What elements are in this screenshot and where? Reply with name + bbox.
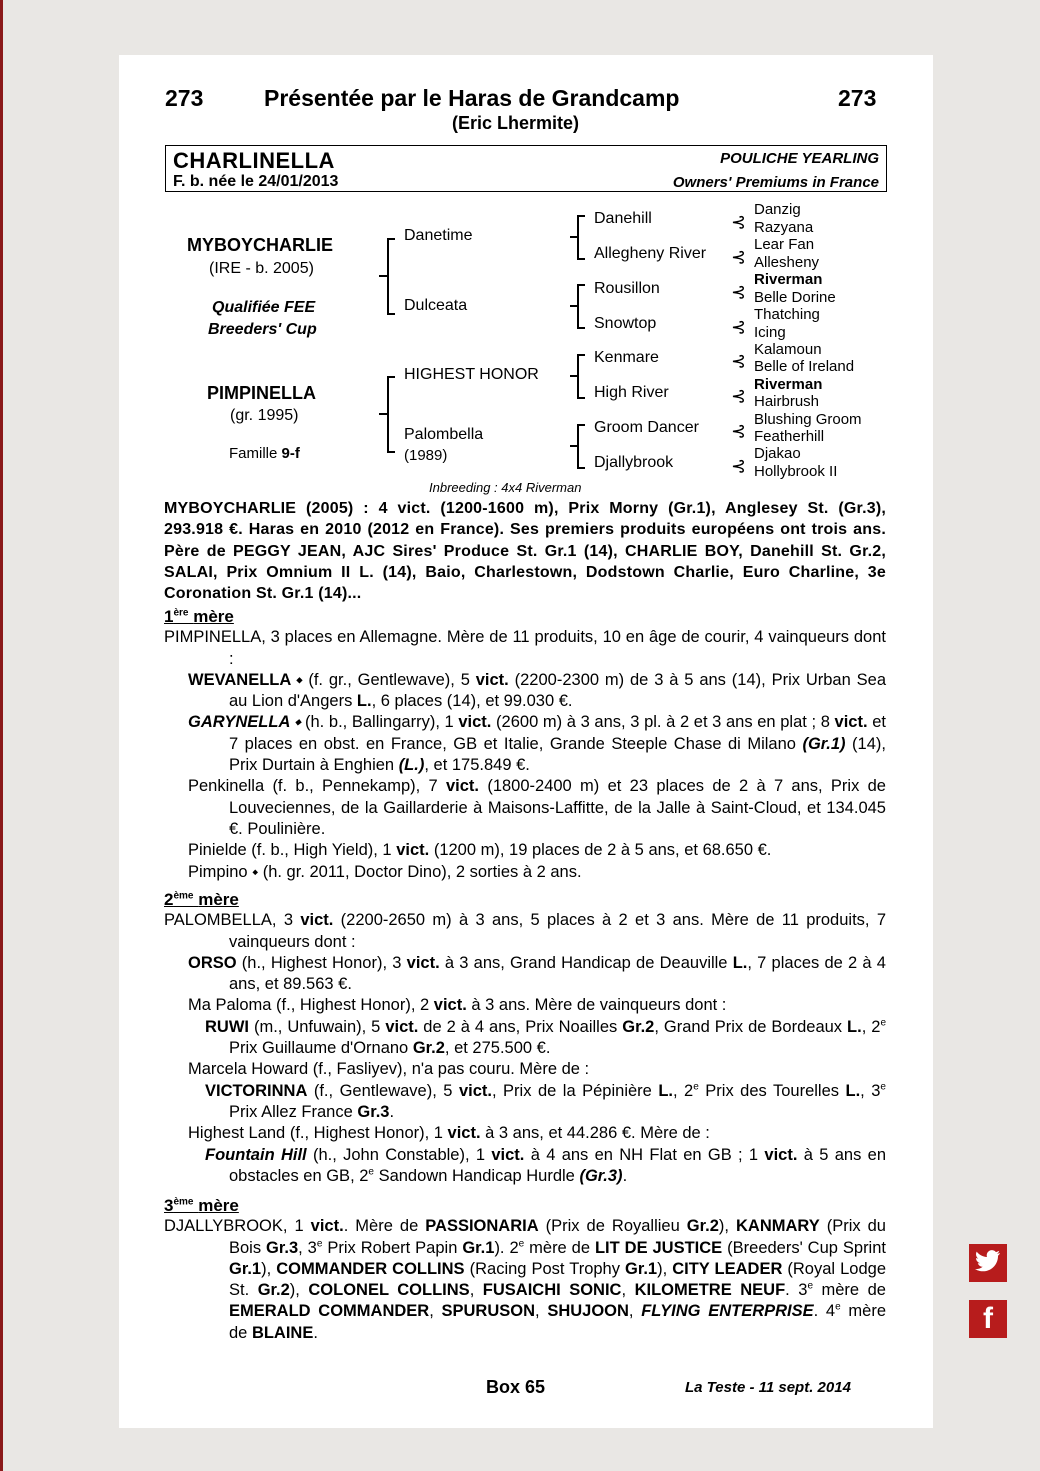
brace-gen4-7: ⊰ [731,421,747,441]
dam-name: PIMPINELLA [207,383,317,403]
horse-type: POULICHE YEARLING [720,150,879,167]
pedigree-gen2-3: HIGHEST HONOR [404,366,539,383]
pedigree-gen4-13: Blushing Groom [754,411,862,428]
second-dam-produce-marcela: Marcela Howard (f., Fasliyev), n'a pas couru. Mère de : [188,1060,590,1079]
third-dam-section [164,1195,886,1344]
third-dam-heading: 3ème mère [164,1196,239,1215]
second-dam-grandproduce-victorinna: VICTORINNA (f., Gentlewave), 5 vict., Prix de la Pépinière L., 2e Prix des Tourelles L., 3e Prix Allez France Gr.3. [205,1081,886,1121]
pedigree-gen3-8: Djallybrook [594,454,674,471]
pedigree-gen4-2: Razyana [754,219,814,236]
brace-tick [387,238,395,240]
brace-sire [387,238,389,315]
brace-tick [577,467,585,469]
second-dam-intro: PALOMBELLA, 3 vict. (2200-2650 m) à 3 ans, 5 places à 2 et 3 ans. Mère de 11 produits, 7 vainqueurs dont : [164,911,886,951]
brace-tick [577,354,585,356]
pedigree-gen4-15: Djakao [754,445,801,462]
horse-description: F. b. née le 24/01/2013 [173,173,339,190]
second-dam-section [164,889,886,1187]
horse-name: CHARLINELLA [173,148,335,173]
pedigree-gen3-3: Rousillon [594,280,660,297]
facebook-f-icon: f [983,1302,993,1335]
pedigree-gen2-4-year: (1989) [404,447,448,464]
brace-gen4-3: ⊰ [731,282,747,302]
pedigree-gen2-2: Dulceata [404,297,468,314]
pedigree-gen3-5: Kenmare [594,349,659,366]
pedigree-gen4-11: Riverman [754,376,823,393]
dam-info: (gr. 1995) [230,407,299,424]
pedigree-gen3-2: Allegheny River [594,245,707,262]
owners-premiums: Owners' Premiums in France [672,174,879,191]
pedigree-gen3-6: High River [594,384,669,401]
sire-record [164,498,886,604]
brace-tick [387,451,395,453]
page-title: Présentée par le Haras de Grandcamp [264,85,680,111]
twitter-share-button[interactable] [969,1244,1007,1282]
page-edge-line [0,0,3,1471]
first-dam-produce-2: GARYNELLA ⬩ (h. b., Ballingarry), 1 vict. (2600 m) à 3 ans, 3 pl. à 2 et 3 ans en plat ; 8 vict. et 7 places en obst. en France, GB et Italie, Grande Steeple Chase di Milano (Gr.1) (14), Prix Durtain à Enghien (L.), et 175.849 €. [188,713,886,775]
second-dam-heading: 2ème mère [164,890,239,909]
brace-gen4-4: ⊰ [731,317,747,337]
first-dam-produce-5: Pimpino ⬩ (h. gr. 2011, Doctor Dino), 2 sorties à 2 ans. [188,862,582,881]
brace-tick [379,413,387,415]
brace-gen3-1 [577,215,579,260]
first-dam-produce-4: Pinielde (f. b., High Yield), 1 vict. (1200 m), 19 places de 2 à 5 ans, et 68.650 €. [188,841,772,860]
brace-gen3-3 [577,354,579,399]
brace-tick [387,376,395,378]
first-dam-produce-1: WEVANELLA ⬩ (f. gr., Gentlewave), 5 vict. (2200-2300 m) de 3 à 5 ans (14), Prix Urban Sea au Lion d'Angers L., 6 places (14), et 99.030 €. [188,670,886,711]
brace-tick [577,258,585,260]
brace-gen4-6: ⊰ [731,386,747,406]
second-dam-produce-highest-land: Highest Land (f., Highest Honor), 1 vict. à 3 ans, et 44.286 €. Mère de : [188,1124,710,1143]
brace-gen4-5: ⊰ [731,351,747,371]
brace-tick [570,445,577,447]
pedigree-gen2-1: Danetime [404,227,473,244]
brace-tick [577,327,585,329]
third-dam-text: DJALLYBROOK, 1 vict.. Mère de PASSIONARIA (Prix de Royallieu Gr.2), KANMARY (Prix du Bois Gr.3, 3e Prix Robert Papin Gr.1). 2e mère de LIT DE JUSTICE (Breeders' Cup Sprint Gr.1), COMMANDER COLLINS (Racing Post Trophy Gr.1), CITY LEADER (Royal Lodge St. Gr.2), COLONEL COLLINS, FUSAICHI SONIC, KILOMETRE NEUF. 3e mère de EMERALD COMMANDER, SPURUSON, SHUJOON, FLYING ENTERPRISE. 4e mère de BLAINE. [164,1217,886,1342]
second-dam-grandproduce-ruwi: RUWI (m., Unfuwain), 5 vict. de 2 à 4 ans, Prix Noailles Gr.2, Grand Prix de Bordeaux L., 2e Prix Guillaume d'Ornano Gr.2, et 275.500 €. [205,1017,886,1058]
brace-tick [570,236,577,238]
consignor-name: (Eric Lhermite) [452,113,580,133]
first-dam-intro: PIMPINELLA, 3 places en Allemagne. Mère de 11 produits, 10 en âge de courir, 4 vainqueurs dont : [164,628,886,668]
brace-gen4-8: ⊰ [731,456,747,476]
family-line: Famille 9-f [229,445,300,462]
brace-tick [577,397,585,399]
first-dam-heading: 1ère mère [164,607,234,626]
first-dam-section [164,606,886,883]
pedigree-gen4-1: Danzig [754,201,801,218]
brace-gen4-2: ⊰ [731,247,747,267]
sire-name: MYBOYCHARLIE [187,235,334,255]
brace-dam [387,376,389,453]
brace-gen4-1: ⊰ [731,212,747,232]
pedigree-gen4-12: Hairbrush [754,393,820,410]
lot-number-right: 273 [838,85,877,111]
second-dam-grandproduce-fountain-hill: Fountain Hill (h., John Constable), 1 vict. à 4 ans en NH Flat en GB ; 1 vict. à 5 ans en obstacles en GB, 2e Sandown Handicap Hurdle (Gr.3). [205,1145,887,1185]
catalogue-page [119,55,933,1428]
pedigree-gen3-1: Danehill [594,210,652,227]
sire-info: (IRE - b. 2005) [209,260,314,277]
pedigree-gen4-5: Riverman [754,271,823,288]
box-number: Box 65 [486,1377,546,1397]
pedigree-gen4-9: Kalamoun [754,341,822,358]
facebook-share-button[interactable] [969,1300,1007,1338]
second-dam-produce-orso: ORSO (h., Highest Honor), 3 vict. à 3 ans, Grand Handicap de Deauville L., 7 places de 2 à 4 ans, et 89.563 €. [188,953,886,994]
brace-gen3-4 [577,424,579,469]
pedigree-gen3-4: Snowtop [594,315,657,332]
sire-note-breeders-cup: Breeders' Cup [208,321,317,338]
horse-info-box [165,145,887,192]
pedigree-gen4-7: Thatching [754,306,820,323]
brace-gen3-2 [577,284,579,329]
brace-tick [570,375,577,377]
sale-info: La Teste - 11 sept. 2014 [685,1379,851,1396]
twitter-bird-icon [975,1250,1001,1277]
brace-tick [379,275,387,277]
pedigree-gen4-8: Icing [754,324,786,341]
second-dam-produce-ma-paloma: Ma Paloma (f., Highest Honor), 2 vict. à 3 ans. Mère de vainqueurs dont : [188,996,727,1015]
inbreeding-note: Inbreeding : 4x4 Riverman [429,480,582,495]
brace-tick [387,313,395,315]
brace-tick [570,305,577,307]
pedigree-gen4-3: Lear Fan [754,236,815,253]
pedigree-gen4-6: Belle Dorine [754,289,836,306]
first-dam-produce-3: Penkinella (f. b., Pennekamp), 7 vict. (1800-2400 m) et 23 places de 2 à 7 ans, Prix de Louveciennes, de la Gaillarderie à Maisons-Laffitte, de la Jalle à Saint-Cloud, et 134.045 €. Poulinière. [188,777,886,838]
pedigree-gen2-4: Palombella [404,426,484,443]
pedigree-gen4-16: Hollybrook II [754,463,838,480]
pedigree-gen3-7: Groom Dancer [594,419,699,436]
brace-tick [577,215,585,217]
pedigree-gen4-14: Featherhill [754,428,825,445]
pedigree-gen4-4: Allesheny [754,254,820,271]
sire-note-fee: Qualifiée FEE [212,299,316,316]
sire-record-text: MYBOYCHARLIE (2005) : 4 vict. (1200-1600 m), Prix Morny (Gr.1), Anglesey St. (Gr.3), 293.918 €. Haras en 2010 (2012 en France). Ses premiers produits européens ont trois ans. Père de PEGGY JEAN, AJC Sires' Produce St. Gr.1 (14), CHARLIE BOY, Danehill St. Gr.2, SALAI, Prix Omnium II L. (14), Baio, Charlestown, Dodstown Charlie, Euro Charline, 3e Coronation St. Gr.1 (14)... [164,500,886,603]
brace-tick [577,424,585,426]
lot-number-left: 273 [165,85,204,111]
pedigree-gen4-10: Belle of Ireland [754,358,855,375]
brace-tick [577,284,585,286]
